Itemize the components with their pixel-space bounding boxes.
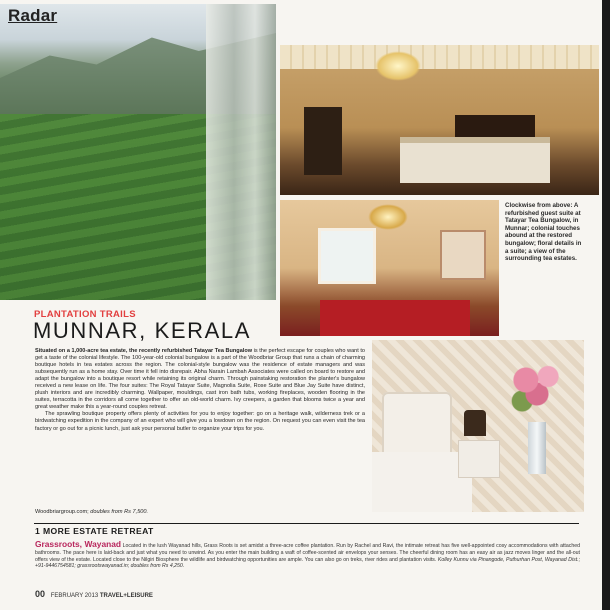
- article-credit: [35, 509, 148, 515]
- retreat-name: Grassroots, Wayanad: [35, 539, 121, 549]
- magazine-name: TRAVEL+LEISURE: [99, 593, 153, 599]
- retreat-contact: Kolley Kunnu via Pinangode, Puthurhan Post, Wayanad Dist.; +91-9446754581; grassrootswayanad.in; doubles from Rs 4,250.: [35, 556, 581, 570]
- page-footer: [35, 589, 153, 599]
- lead-in: Situated on a 1,000-acre tea estate, the recently refurbished Tatayar Tea Bungalow: [35, 348, 253, 354]
- bed-shape: [400, 137, 550, 183]
- paragraph-1: [35, 348, 365, 411]
- lamp-shape: [464, 410, 486, 436]
- window-shape: [318, 228, 376, 284]
- wardrobe-shape: [304, 107, 342, 175]
- tea-estate-photo: [0, 4, 276, 300]
- issue-date: FEBRUARY 2013: [50, 593, 99, 599]
- article-body: [35, 348, 365, 433]
- article-headline: MUNNAR, KERALA: [33, 318, 251, 343]
- paragraph-2: The sprawling boutique property offers plenty of activities for you to enjoy together: go on a heritage walk, wilderness trek or a birdwatching expedition in the company of an expert who will give you a lowdown on the region. On request you can even visit the tea factory or go out for a picnic lunch, just ask your personal butler to organize your trips for you.: [35, 411, 365, 432]
- chandelier-shape: [375, 51, 421, 81]
- credit-site: Woodbriargroup.com;: [35, 509, 89, 515]
- chandelier-shape: [368, 204, 408, 230]
- window-frame-shape: [206, 4, 276, 300]
- flowers-shape: [500, 352, 574, 422]
- section-label: PLANTATION TRAILS: [34, 309, 136, 320]
- credit-price: doubles from Rs 7,500.: [88, 509, 149, 515]
- more-retreat-text: [35, 541, 580, 570]
- page-number: 00: [35, 589, 46, 599]
- living-room-photo: [280, 200, 499, 336]
- bed-shape: [372, 452, 472, 512]
- page-edge: [602, 0, 610, 610]
- section-divider: [34, 523, 579, 524]
- guest-suite-photo: [280, 45, 599, 195]
- floral-suite-photo: [372, 340, 584, 512]
- retreat-description: Located in the lush Wayanad hills, Grass Roots is set amidst a three-acre coffee plantation. Run by Rachel and Ravi, the intimate retreat has five well-appointed cosy accommodations with attached bathrooms. The pace here is laid-back and just what you need to unwind. As you enter the main building a waft of coffee-scented air envelops your senses. The cheerful dining room has an easy air as jazz moves linger and the all-out offers view of the estate. Located close to the Nilgiri Biosphere the wildlife and birdwatching opportunities are ample. You can also go on treks, river rides and plantation visits.: [35, 543, 581, 563]
- side-table-shape: [458, 440, 500, 478]
- more-retreat-heading: 1 MORE ESTATE RETREAT: [35, 526, 154, 536]
- ceiling-shape: [280, 45, 599, 69]
- tapestry-shape: [440, 230, 486, 280]
- rug-shape: [320, 300, 470, 336]
- section-name: Radar: [8, 6, 58, 25]
- photo-caption: Clockwise from above: A refurbished guest suite at Tatayar Tea Bungalow, in Munnar; colonial touches abound at the restored bungalow; floral details in a suite; a view of the surrounding tea estates.: [505, 202, 582, 263]
- paragraph-1-text: is the perfect escape for couples who want to get a taste of the colonial lifestyle. The 100-year-old colonial bungalow is a part of the Woodbriar Group that runs a chain of charming boutique hotels in tea estates across the region. The colonial-style bungalow was the residence of estate managers and was subsequently run as a home stay. Over time it fell into disrepair. Abha Narain Lambah Associates were called on board to restore and adapt the bungalow into a boutique resort while retaining its original charm. Through painstaking restoration the planter's bungalow received a new lease on life. The four suites: The Royal Tatayar Suite, Magnolia Suite, Rose Suite and Blue Jay Suite have distinct, plush interiors and are incredibly charming. Wallpaper, mouldings, cast iron bath tubs, working fireplaces, wooden flooring in the suites, terracotta in the corridors all come together to offer an old-world charm. Ivy creepers, a garden that blooms twice a year and great weather make this a year-round couples retreat.: [35, 348, 365, 411]
- vase-shape: [528, 422, 546, 474]
